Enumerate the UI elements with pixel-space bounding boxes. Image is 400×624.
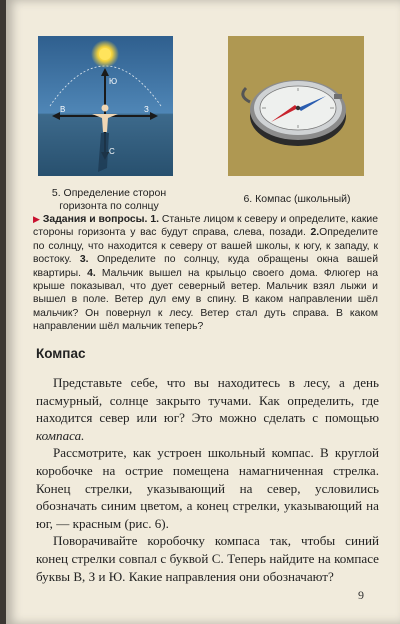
page-number: 9 [358,588,364,602]
direction-label-top: Ю [109,77,118,86]
paragraph-2: Рассмотрите, как устроен школьный компас. В круглой коробочке на острие помещена намагниченная стрелка. Конец стрелки, указывающий на север, условились обозначать синим цветом, а конец стрелки, указывающий на юг, — красным (рис. 6). [36,445,379,531]
tasks-block [33,213,378,334]
tasks-lead: Задания и вопросы. [42,214,148,225]
task-2-number: 2. [310,227,320,239]
triangle-bullet-icon: ▶ [33,214,40,224]
paragraph-1-italic: компаса. [36,427,85,443]
compass-illustration [228,36,364,176]
figure-sun-orientation [38,36,173,176]
task-3-text: Определите по солнцу, куда обращены окна вашей квартиры. [33,254,379,279]
section-heading: Компас [36,346,86,361]
figure-6-caption: 6. Компас (школьный) [243,193,351,205]
task-1-number: 1. [150,214,160,225]
textbook-page [6,0,400,624]
sun-orientation-illustration [38,36,173,176]
figure-5-caption: 5. Определение сторон горизонта по солнцу [51,187,167,212]
task-4-text: Мальчик вышел на крыльцо своего дома. Флюгер на крыше показывал, что дует северный ветер. Мальчик взял лыжи и вышел в поле. Ветер дул ему в спину. В каком направлении шёл мальчик? Он повернул к лесу. Ветер стал дуть справа. В каком направлении шёл мальчик теперь? [33,267,378,333]
task-2-text: Определите по солнцу, что находится к северу от вашей школы, к югу, к западу, к востоку. [33,227,378,266]
paragraph-1 [36,374,379,444]
paragraph-1-text: Представьте себе, что вы находитесь в лесу, а день пасмурный, солнце закрыто тучами. Как определить, где находится север или юг? Это можно сделать с помощью [36,375,379,426]
direction-label-bottom: С [109,147,115,156]
paragraph-3: Поворачивайте коробочку компаса так, чтобы синий конец стрелки совпал с буквой С. Теперь найдите на компасе буквы В, З и Ю. Какие направления они обозначают? [36,533,379,584]
direction-label-right: З [144,105,149,114]
task-1-text: Станьте лицом к северу и определите, какие стороны горизонта у вас будут справа, слева, позади. [33,214,378,239]
figure-compass [228,36,364,176]
direction-label-left: В [60,105,66,114]
person-icon [102,105,109,112]
task-3-number: 3. [79,254,89,266]
section-body [36,374,379,585]
task-4-number: 4. [87,267,96,279]
